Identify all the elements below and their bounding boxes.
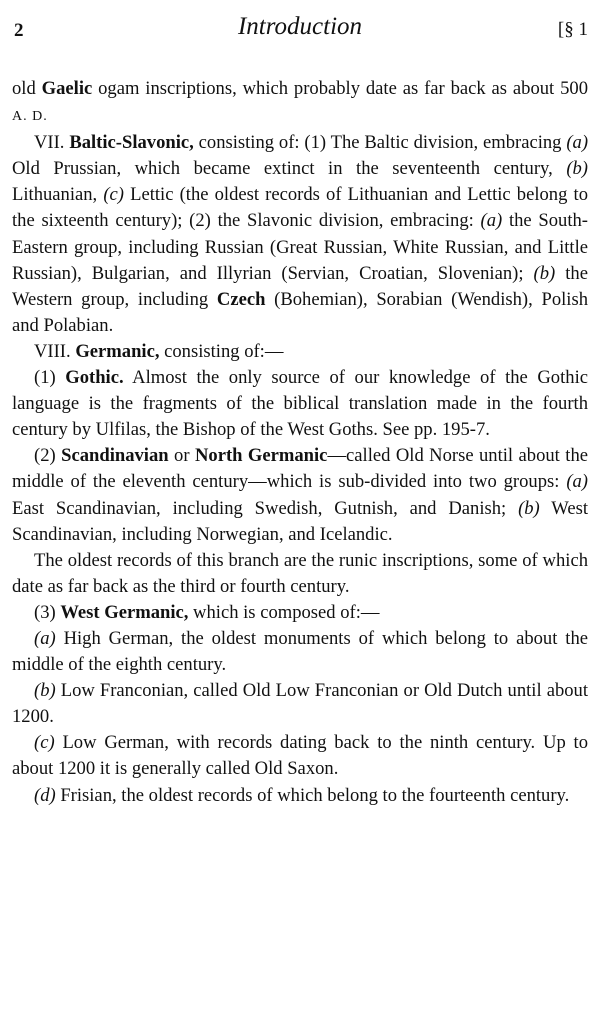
section-reference: [§ 1 bbox=[557, 19, 588, 40]
paragraph-west-germanic: (3) West Germanic, which is composed of:— bbox=[34, 601, 380, 623]
paragraph-scandinavian: (2) Scandinavian or North Germanic—called Old Norse until about the middle of the eleventh century—which is sub-divided into two groups: (a) East Scandinavian, including Swedish, Gutnish, and Danish; (b) West Scandinavian, including Norwegian, and Icelandic. bbox=[12, 445, 588, 545]
paragraph-gothic: (1) Gothic. Almost the only source of our knowledge of the Gothic language is the fragments of the biblical translation made in the fourth century by Ulfilas, the Bishop of the West Goths. See pp. 195-7. bbox=[12, 367, 588, 441]
paragraph-runic-records: The oldest records of this branch are the runic inscriptions, some of which date as far back as the third or fourth century. bbox=[12, 549, 588, 597]
era-abbreviation: A. D. bbox=[12, 109, 48, 125]
paragraph-frisian: (d) Frisian, the oldest records of which belong to the fourteenth century. bbox=[34, 784, 570, 806]
page-number: 2 bbox=[14, 20, 24, 41]
paragraph-baltic-slavonic: VII. Baltic-Slavonic, consisting of: (1) The Baltic division, embracing (a) Old Prussian, which became extinct in the seventeenth century, (b) Lithuanian, (c) Lettic (the oldest records of Lithuanian and Lettic belong to the sixteenth century); (2) the Slavonic division, embracing: (a) the South-Eastern group, including Russian (Great Russian, White Russian, and Little Russian), Bulgarian, and Illyrian (Servian, Croatian, Slovenian); (b) the Western group, including Czech (Bohemian), Sorabian (Wendish), Polish and Polabian. bbox=[12, 132, 589, 336]
term-north-germanic: North Germanic bbox=[194, 445, 328, 467]
paragraph-low-german: (c) Low German, with records dating back to the ninth century. Up to about 1200 it is generally called Old Saxon. bbox=[12, 732, 588, 780]
paragraph-high-german: (a) High German, the oldest monuments of which belong to about the middle of the eighth century. bbox=[12, 627, 588, 676]
page-header bbox=[12, 14, 588, 46]
running-title: Introduction bbox=[237, 13, 363, 40]
term-germanic: Germanic, bbox=[75, 340, 160, 362]
term-scandinavian: Scandinavian bbox=[61, 445, 169, 467]
page-body bbox=[12, 76, 588, 809]
term-baltic-slavonic: Baltic-Slavonic, bbox=[69, 132, 194, 154]
paragraph-gaelic-continuation: old Gaelic ogam inscriptions, which probably date as far back as about 500 A. D. bbox=[12, 78, 588, 125]
term-gothic: Gothic. bbox=[65, 367, 124, 389]
term-czech: Czech bbox=[216, 288, 266, 310]
paragraph-low-franconian: (b) Low Franconian, called Old Low Franconian or Old Dutch until about 1200. bbox=[12, 680, 588, 728]
paragraph-germanic-heading: VIII. Germanic, consisting of:— bbox=[34, 340, 284, 362]
term-gaelic: Gaelic bbox=[41, 78, 93, 99]
term-west-germanic: West Germanic, bbox=[60, 601, 189, 623]
